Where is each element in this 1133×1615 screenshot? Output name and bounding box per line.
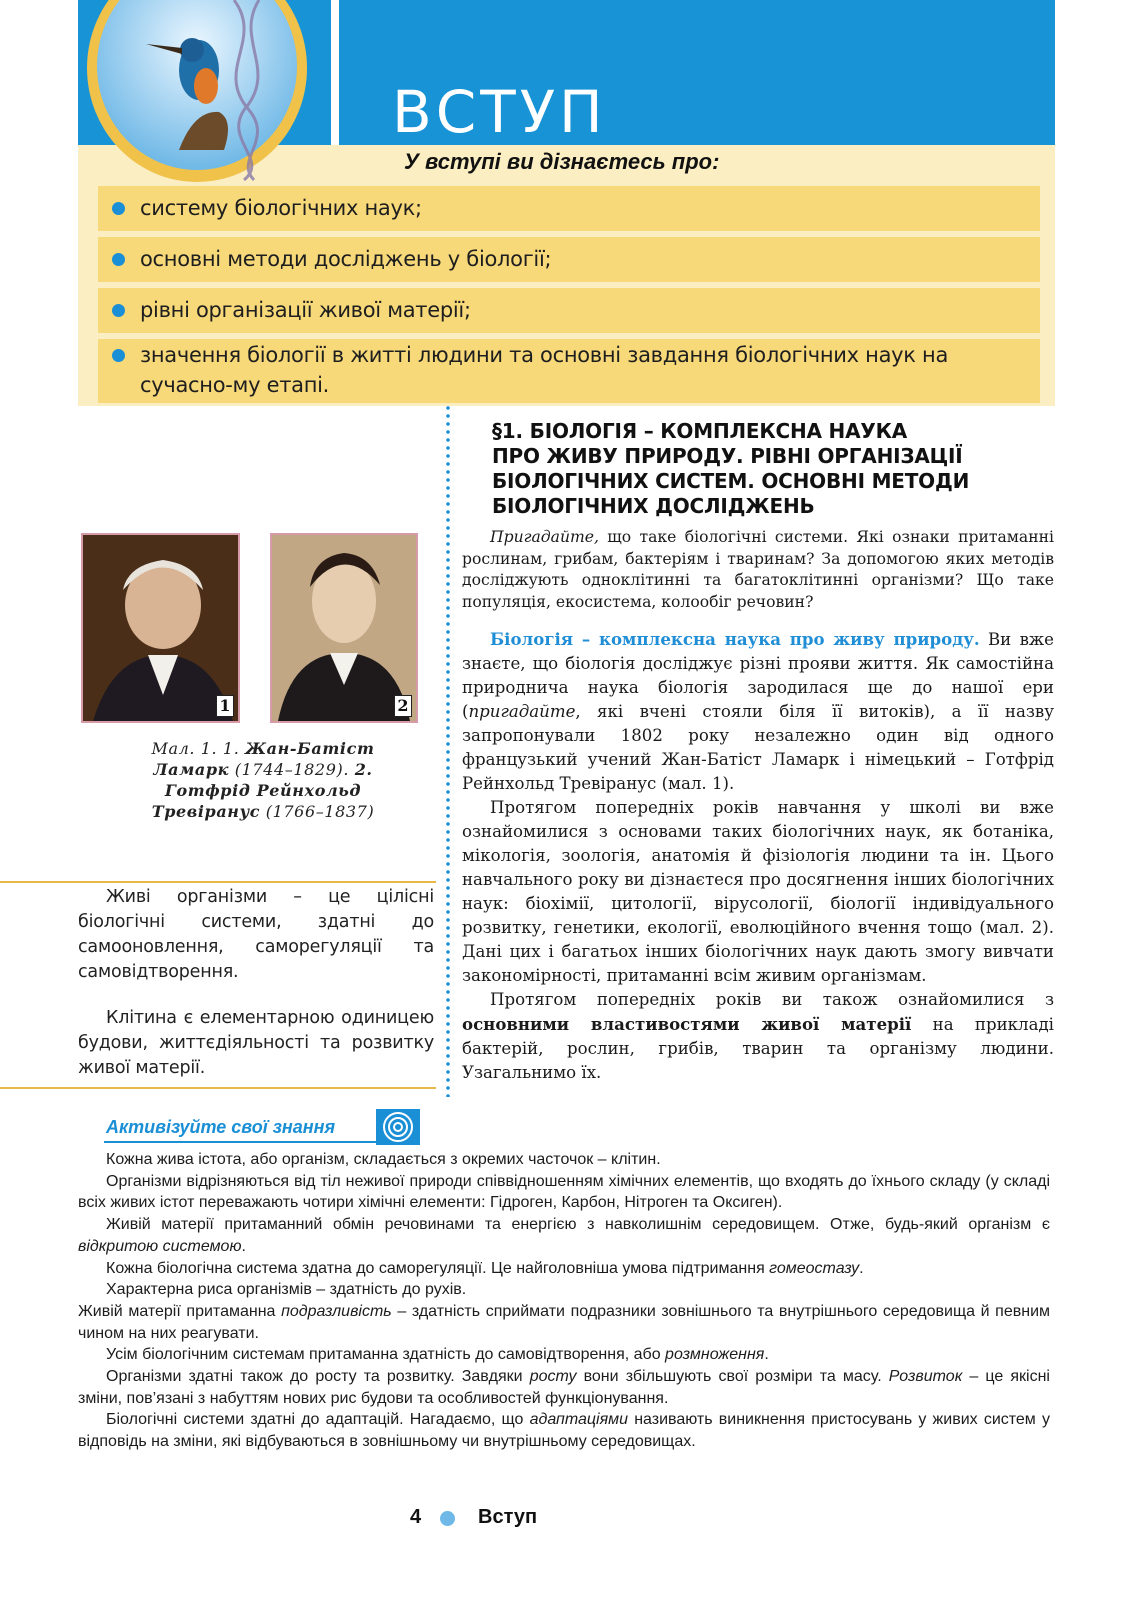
activate-underline [104,1141,379,1143]
text-run: Протягом попередніх років ви також ознайомилися з [490,990,1054,1009]
bullet-dot-icon [112,349,125,362]
emphasis: гомеостазу [769,1259,860,1277]
recall-text: що таке біологічні системи. Які ознаки притаманні рослинам, грибам, бактеріям і тваринам? За допомогою яких методів досліджують одноклітинні та багатоклітинні організми? Що таке популяція, екосистема, колообіг речовин? [462,528,1054,611]
bullet-item [98,186,1040,231]
key-phrase: Біологія – комплексна наука про живу природу. [490,629,980,649]
emphasis: подразливість [281,1302,392,1320]
bullet-dot-icon [112,304,125,317]
recall-paragraph [462,527,1054,613]
portrait-treviranus-image [272,535,416,721]
activate-paragraph: Кожна жива істота, або організм, складається з окремих часточок – клітин. [106,1151,661,1168]
text-run: Біологічні системи здатні до адаптацій. Нагадаємо, що [106,1411,530,1429]
text-run: . [859,1259,864,1277]
activate-heading: Активізуйте свої знання [106,1117,336,1137]
activate-paragraph [78,1258,1050,1280]
text-run: називають виникнення пристосувань у живих систем у відповідь на зміни, які відбуваються в зовнішньому чи внутрішньому середовищах. [78,1411,1050,1451]
column-divider [446,404,450,1097]
body-paragraph [462,627,1054,1085]
page-title: ВСТУП [392,78,607,146]
caption-name: 2. Готфрід Рейнхольд Тревіранус [151,760,373,821]
caption-text: (1744–1829). [229,760,350,779]
figure-number: 1 [216,695,234,717]
text-run: , які вчені стояли біля її витоків), а її назву запропонували 1802 року незалежно один від одного французький учений Жан-Батіст Ламарк і німецький – Готфрід Рейнхольд Тревіранус (мал. 1). [462,702,1054,793]
intro-heading: У вступі ви дізнаєтесь про: [404,149,720,174]
text-run: . [764,1346,769,1364]
caption-name: Жан-Батіст Ламарк [153,739,375,779]
note-rule [0,881,436,883]
section-title-line: ПРО ЖИВУ ПРИРОДУ. РІВНІ ОРГАНІЗАЦІЇ [492,444,963,468]
activate-body [78,1149,1050,1453]
activate-paragraph [78,1214,1050,1257]
bullet-dot-icon [112,202,125,215]
page-number: 4 [410,1506,422,1528]
kingfisher-emblem-icon [84,0,310,186]
activate-paragraph [78,1301,1050,1344]
text-run: – здатність сприймати подразники зовнішнього та внутрішнього середовища й певним чином на них реагувати. [78,1302,1051,1342]
caption-text: (1766–1837) [260,802,375,821]
text-run: на прикладі бактерій, рослин, грибів, тварин та організму людини. Узагальнимо їх. [462,1015,1054,1082]
portrait-treviranus [270,533,418,723]
margin-note: Живі організми – це цілісні біологічні системи, здатні до самооновлення, саморегуляції та самовідтворення. [78,887,434,982]
bullet-text: систему біологічних наук; [140,196,422,220]
bullet-text: значення біології в житті людини та основні завдання біологічних наук на сучасно-му етапі. [140,343,949,397]
text-run: вони збільшують свої розміри та масу. [576,1368,889,1386]
text-run: – це якісні зміни, пов’язані з набуттям нових рис будови та особливостей функціонування. [78,1368,1050,1407]
spiral-knowledge-icon [376,1109,420,1145]
footer-dot-icon [440,1511,455,1526]
emphasis: розмноження [665,1346,765,1364]
body-paragraph-2: Протягом попередніх років навчання у школі ви вже ознайомилися з основами таких біологічних наук, як ботаніка, мікологія, зоологія, анатомія й фізіологія людини та ін. Цього навчального року ви дізнаєтеся про досягнення інших біологічних наук: біохімії, цитології, вірусології, біології індивідуального розвитку, генетики, екології, еволюційного вчення тощо (мал. 2). Дані цих і багатьох інших біологічних наук дають змогу вивчати закономірності, притаманні всім живим організмам. [462,798,1054,985]
section-title-line: §1. БІОЛОГІЯ – КОМПЛЕКСНА НАУКА [492,419,908,443]
bullet-text: рівні організації живої матерії; [140,298,471,322]
bullet-item [98,237,1040,282]
portrait-lamarck [81,533,240,723]
section-title [492,419,1052,519]
bullet-text: основні методи досліджень у біології; [140,247,552,271]
text-run: Живій матерії притаманний обмін речовинами та енергією з навколишнім середовищем. Отже, будь-який організм є [106,1216,1050,1234]
bullet-dot-icon [112,253,125,266]
portrait-lamarck-image [83,535,238,721]
emphasis: адаптаціями [529,1411,629,1429]
text-run: Живій матерії притаманна [78,1302,282,1320]
activate-paragraph: Організми відрізняються від тіл неживої природи співвідношенням хімічних елементів, що входять до їхнього складу (у складі всіх живих істот переважають чотири хімічні елементи: Гідроген, Карбон, Нітроген та Оксиген). [78,1172,1050,1212]
section-title-line: БІОЛОГІЧНИХ СИСТЕМ. ОСНОВНІ МЕТОДИ [492,469,970,493]
note-rule [0,1087,436,1089]
caption-text: Мал. 1. 1. [151,739,246,758]
bold-term: основними властивостями живої матерії [462,1014,912,1034]
text-run: Організми здатні також до росту та розвитку. Завдяки [106,1368,530,1386]
emphasis: пригадайте [468,702,576,721]
text-run: . [241,1237,246,1255]
figure-caption [118,738,408,822]
emphasis: росту [529,1368,577,1386]
text-run: Ви вже знаєте, що біологія досліджує різні прояви життя. Як самостійна природнича наука біологія зародилася ще до нашої ери ( [462,630,1054,721]
bullet-item [98,288,1040,333]
margin-note: Клітина є елементарною одиницею будови, життєдіяльності та розвитку живої матерії. [78,1008,434,1078]
activate-paragraph [78,1344,1050,1366]
activate-paragraph: Характерна риса організмів – здатність до рухів. [106,1281,467,1299]
activate-paragraph [78,1409,1050,1452]
emphasis: відкритою системою [78,1237,242,1255]
footer-label: Вступ [478,1506,538,1528]
header-separator [331,0,339,145]
figure-number: 2 [394,695,412,717]
emphasis: Розвиток [888,1368,963,1386]
bullet-item [98,339,1040,403]
section-title-line: БІОЛОГІЧНИХ ДОСЛІДЖЕНЬ [492,494,815,518]
activate-paragraph [78,1366,1050,1409]
recall-word: Пригадайте, [490,528,599,546]
text-run: Кожна біологічна система здатна до саморегуляції. Це найголовніша умова підтримання [106,1259,770,1277]
text-run: Усім біологічним системам притаманна здатність до самовідтворення, або [106,1346,666,1364]
